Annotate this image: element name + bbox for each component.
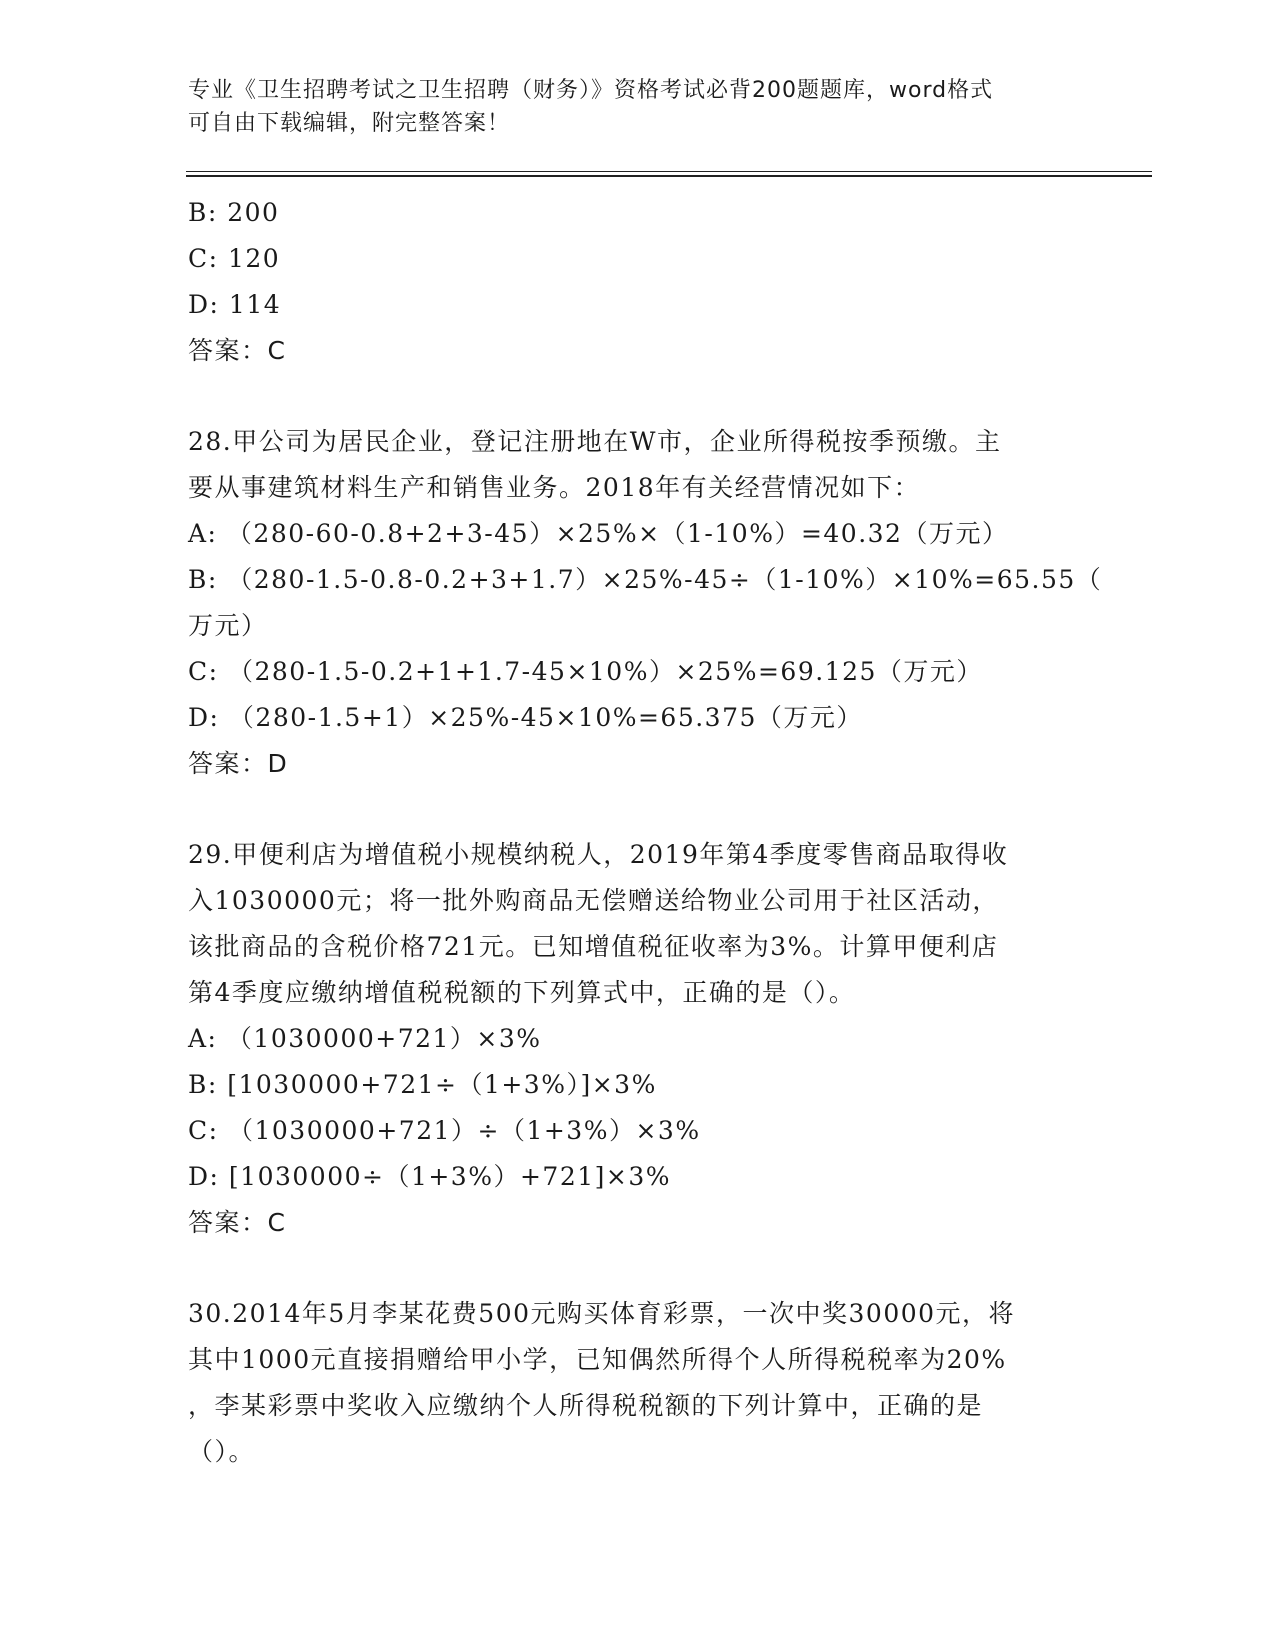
question-stem-line: 要从事建筑材料生产和销售业务。2018年有关经营情况如下： — [188, 473, 921, 502]
option-b: B: （280-1.5-0.8-0.2+3+1.7）×25%-45÷（1-10%）×10%=65.55（ — [188, 565, 1103, 594]
question-stem-line: 29.甲便利店为增值税小规模纳税人，2019年第4季度零售商品取得收 — [188, 840, 1009, 869]
question-28 — [188, 419, 1103, 787]
document-header — [188, 74, 1088, 140]
question-stem-line: 其中1000元直接捐赠给甲小学，已知偶然所得个人所得税税率为20% — [188, 1345, 1007, 1374]
question-29 — [188, 832, 1088, 1246]
question-stem-line: （）。 — [188, 1437, 256, 1466]
option-c: C: （1030000+721）÷（1+3%）×3% — [188, 1116, 701, 1145]
option-b: B: 200 — [188, 198, 280, 227]
option-a: A: （1030000+721）×3% — [188, 1024, 542, 1053]
question-stem-line: ，李某彩票中奖收入应缴纳个人所得税税额的下列计算中，正确的是 — [188, 1391, 984, 1420]
option-c: C: （280-1.5-0.2+1+1.7-45×10%）×25%=69.125（万元） — [188, 657, 983, 686]
option-b-continued: 万元） — [188, 611, 268, 640]
header-line-1: 专业《卫生招聘考试之卫生招聘（财务）》资格考试必背200题题库，word格式 — [188, 78, 994, 103]
option-d: D: （280-1.5+1）×25%-45×10%=65.375（万元） — [188, 703, 863, 732]
question-stem-line: 28.甲公司为居民企业，登记注册地在W市，企业所得税按季预缴。主 — [188, 427, 1002, 456]
answer-line: 答案：C — [188, 1208, 287, 1237]
question-30 — [188, 1291, 1088, 1475]
option-a: A: （280-60-0.8+2+3-45）×25%×（1-10%）=40.32（万元） — [188, 519, 1009, 548]
option-d: D: [1030000÷（1+3%）+721]×3% — [188, 1162, 671, 1191]
question-stem-line: 入1030000元；将一批外购商品无偿赠送给物业公司用于社区活动， — [188, 886, 999, 915]
question-stem-line: 30.2014年5月李某花费500元购买体育彩票，一次中奖30000元，将 — [188, 1299, 1016, 1328]
option-d: D: 114 — [188, 290, 282, 319]
header-rule-thick — [186, 175, 1152, 177]
answer-line: 答案：C — [188, 336, 287, 365]
header-rule-thin — [186, 171, 1152, 172]
header-line-2: 可自由下载编辑，附完整答案！ — [188, 111, 511, 136]
answer-line: 答案：D — [188, 749, 289, 778]
question-stem-line: 第4季度应缴纳增值税税额的下列算式中，正确的是（）。 — [188, 978, 856, 1007]
option-b: B: [1030000+721÷（1+3%）]×3% — [188, 1070, 657, 1099]
previous-question-tail — [188, 190, 1088, 374]
option-c: C: 120 — [188, 244, 281, 273]
question-stem-line: 该批商品的含税价格721元。已知增值税征收率为3%。计算甲便利店 — [188, 932, 999, 961]
document-body — [188, 190, 1103, 1475]
